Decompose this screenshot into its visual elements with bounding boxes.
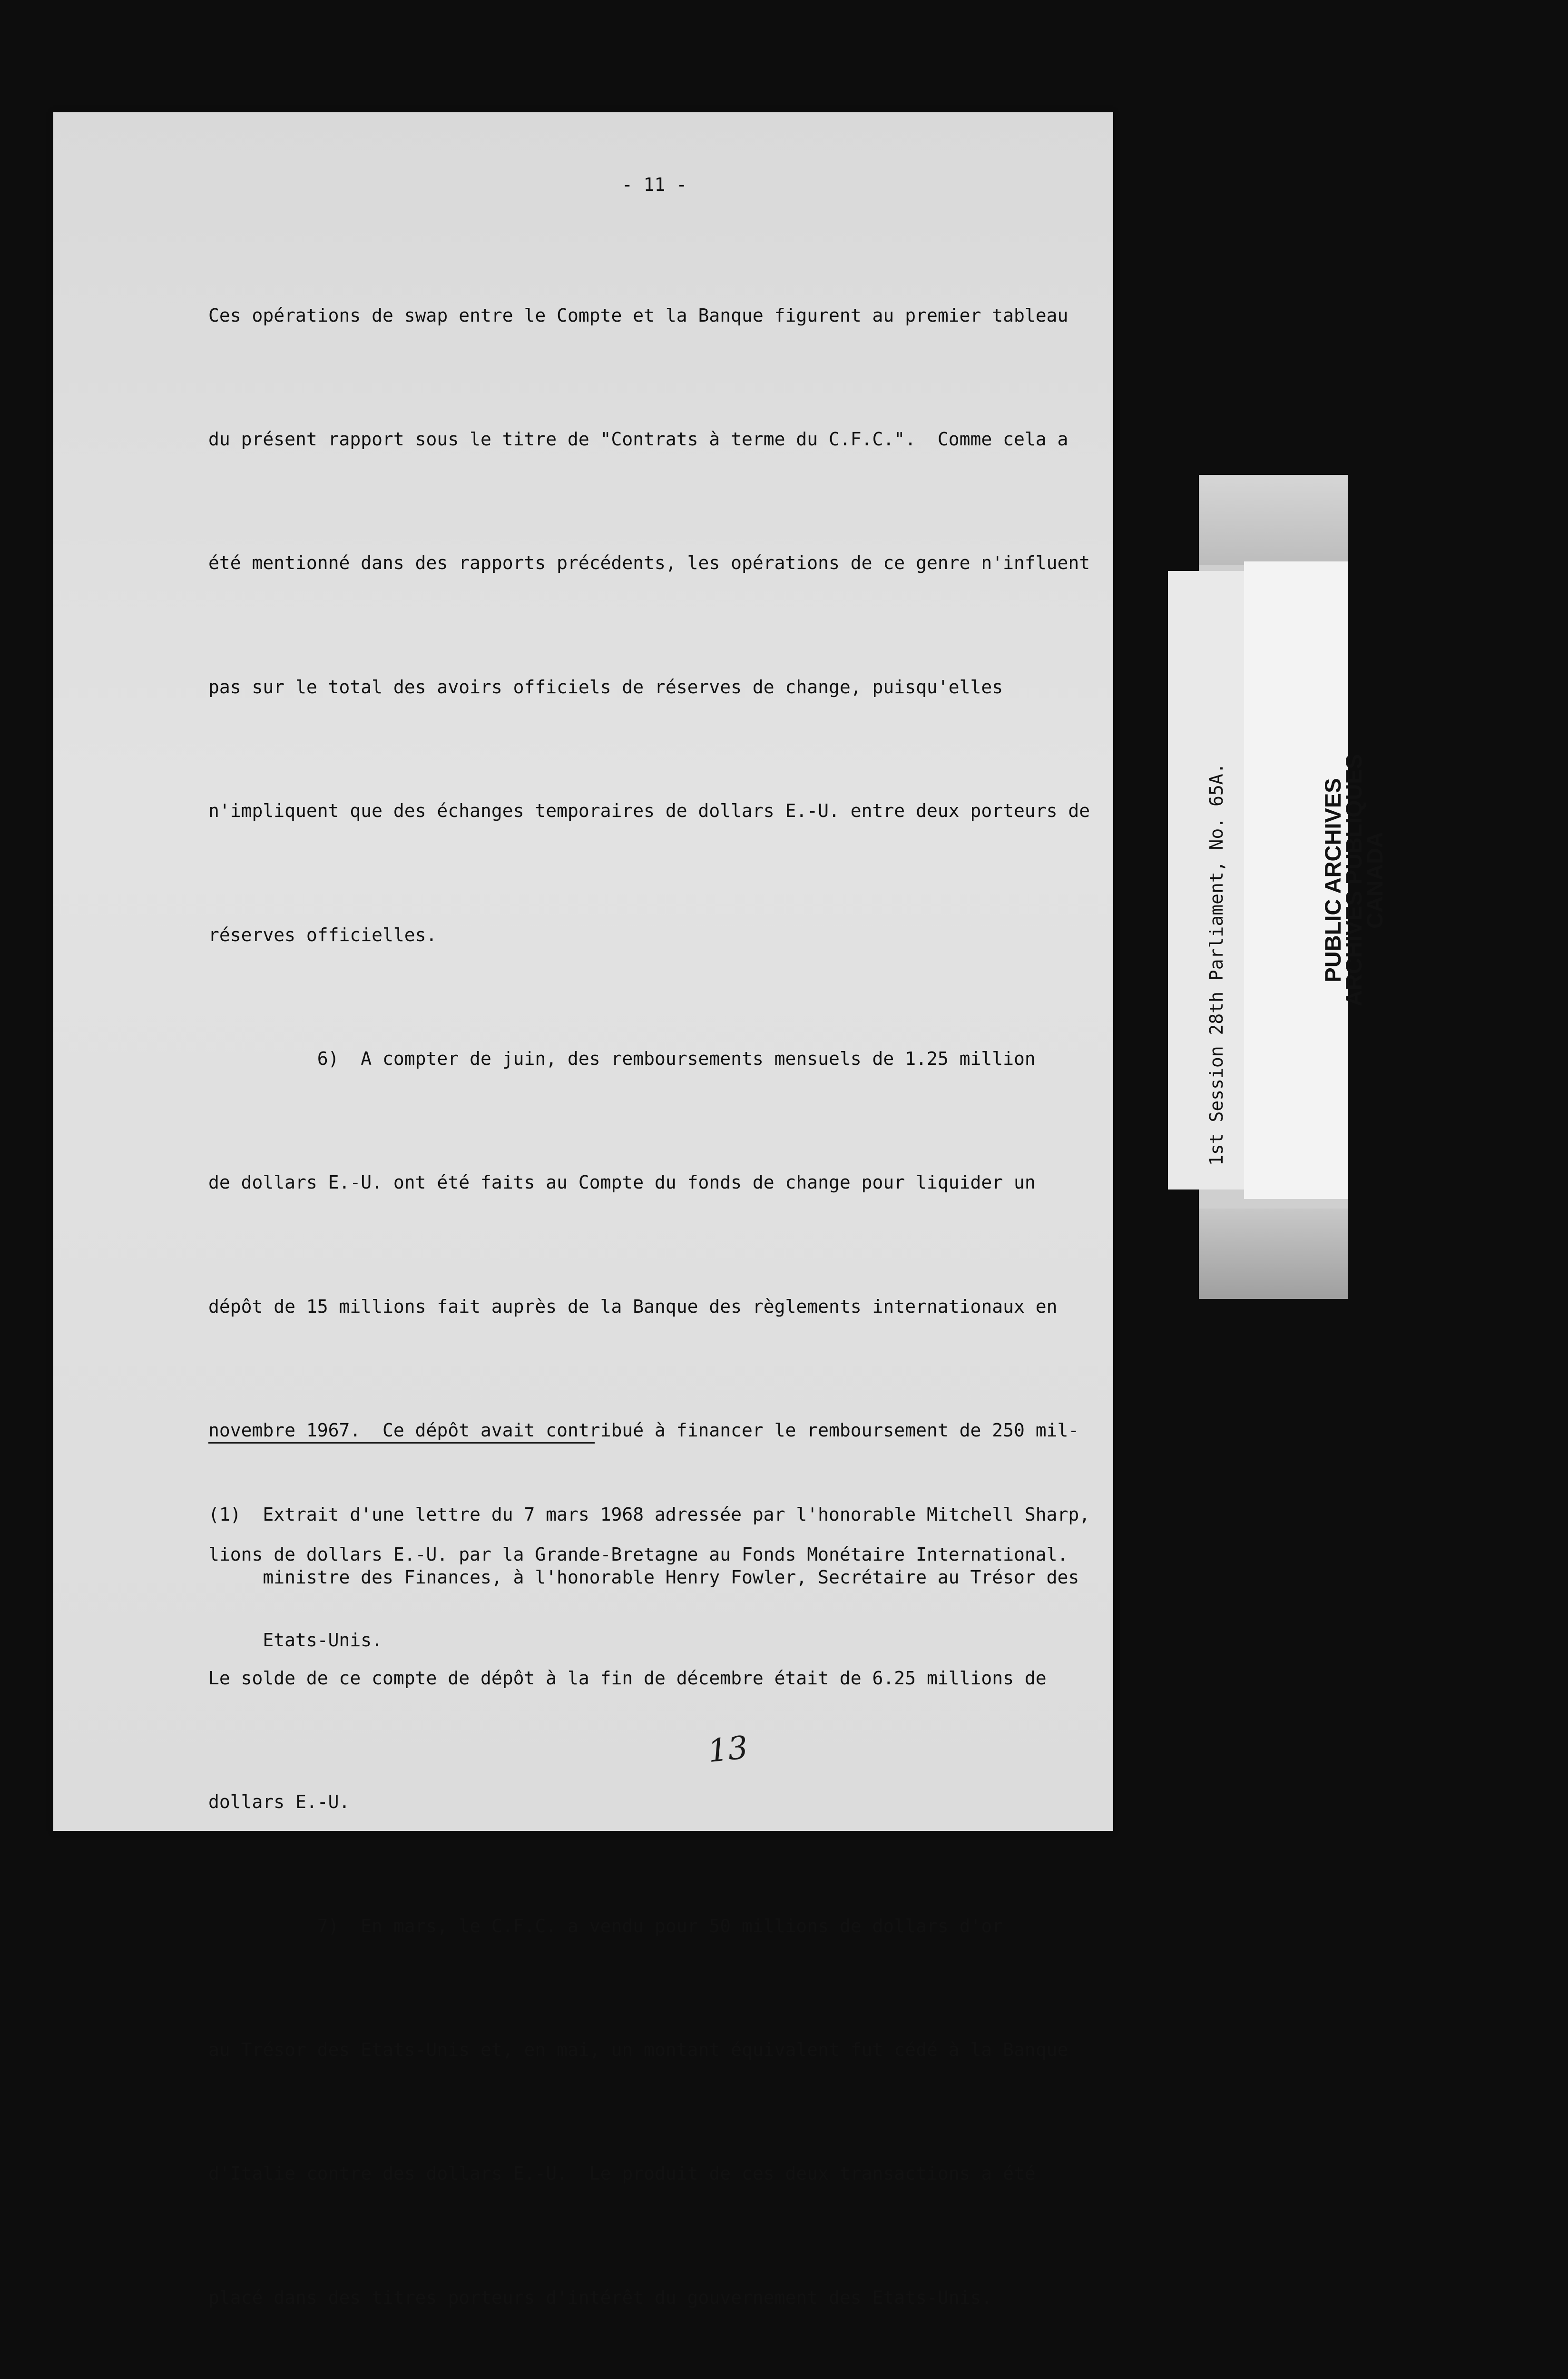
- body-line: lions de dollars E.-U. par la Grande-Bretagne au Fonds Monétaire International.: [208, 1543, 1068, 1565]
- body-line: de dollars E.-U. ont été faits au Compte du fonds de change pour liquider un: [208, 1172, 1036, 1193]
- body-line: pas sur le total des avoirs officiels de réserves de change, puisqu'elles: [208, 676, 1003, 698]
- body-line: dépôt de 15 millions fait auprès de la Banque des règlements internationaux en: [208, 1296, 1058, 1317]
- stamp-line: ARCHIVES PUBLIQUES: [1341, 754, 1366, 1007]
- footnote-divider: [208, 1442, 595, 1444]
- body-line: 7) En mars, le C.F.C. a vendu pour 50 millions de dollars d'or: [208, 1915, 1003, 1937]
- body-line: placé dans des titres porteurs d'intérêt du gouvernement des Etats-Unis.: [208, 2287, 992, 2308]
- handwritten-page-number: 13: [706, 1729, 750, 1770]
- page-number: - 11 -: [622, 174, 687, 195]
- archives-stamp: [1320, 728, 1387, 1032]
- body-line: Ces opérations de swap entre le Compte et la Banque figurent au premier tableau: [208, 305, 1068, 326]
- archive-tab-top: [1199, 475, 1348, 565]
- stamp-line: PUBLIC ARCHIVES: [1320, 778, 1345, 983]
- body-line: d'Italie contre des dollars E.-U. Le produit de ces deux transactions a été: [208, 2163, 1036, 2184]
- body-line: réserves officielles.: [208, 924, 437, 945]
- body-line: été mentionné dans des rapports précédents, les opérations de ce genre n'influent: [208, 552, 1090, 574]
- body-line: 6) A compter de juin, des remboursements mensuels de 1.25 million: [208, 1048, 1036, 1069]
- document-page: [53, 112, 1113, 2308]
- body-line: n'impliquent que des échanges temporaires de dollars E.-U. entre deux porteurs de: [208, 800, 1090, 822]
- body-text: [208, 212, 1112, 2379]
- footnote-line: ministre des Finances, à l'honorable Henry Fowler, Secrétaire au Trésor des: [208, 1567, 1079, 1588]
- stamp-line: CANADA: [1362, 832, 1387, 929]
- footnote-line: (1) Extrait d'une lettre du 7 mars 1968 adressée par l'honorable Mitchell Sharp,: [208, 1504, 1090, 1525]
- footnote: [208, 1462, 1090, 1692]
- body-line: au Trésor des Etats-Unis et, en mai, un montant équivalent fut cédé à la Banque: [208, 2039, 1068, 2061]
- body-line: novembre 1967. Ce dépôt avait contribué à financer le remboursement de 250 mil-: [208, 1420, 1079, 1441]
- body-line: dollars E.-U.: [208, 1791, 350, 1813]
- footnote-line: Etats-Unis.: [208, 1630, 383, 1651]
- body-line: Le solde de ce compte de dépôt à la fin de décembre était de 6.25 millions de: [208, 1667, 1047, 1689]
- archive-tab-bottom: [1199, 1209, 1348, 1299]
- body-line: du présent rapport sous le titre de "Contrats à terme du C.F.C.". Comme cela a: [208, 428, 1068, 450]
- session-label: 1st Session 28th Parliament, No. 65A.: [1206, 763, 1227, 1166]
